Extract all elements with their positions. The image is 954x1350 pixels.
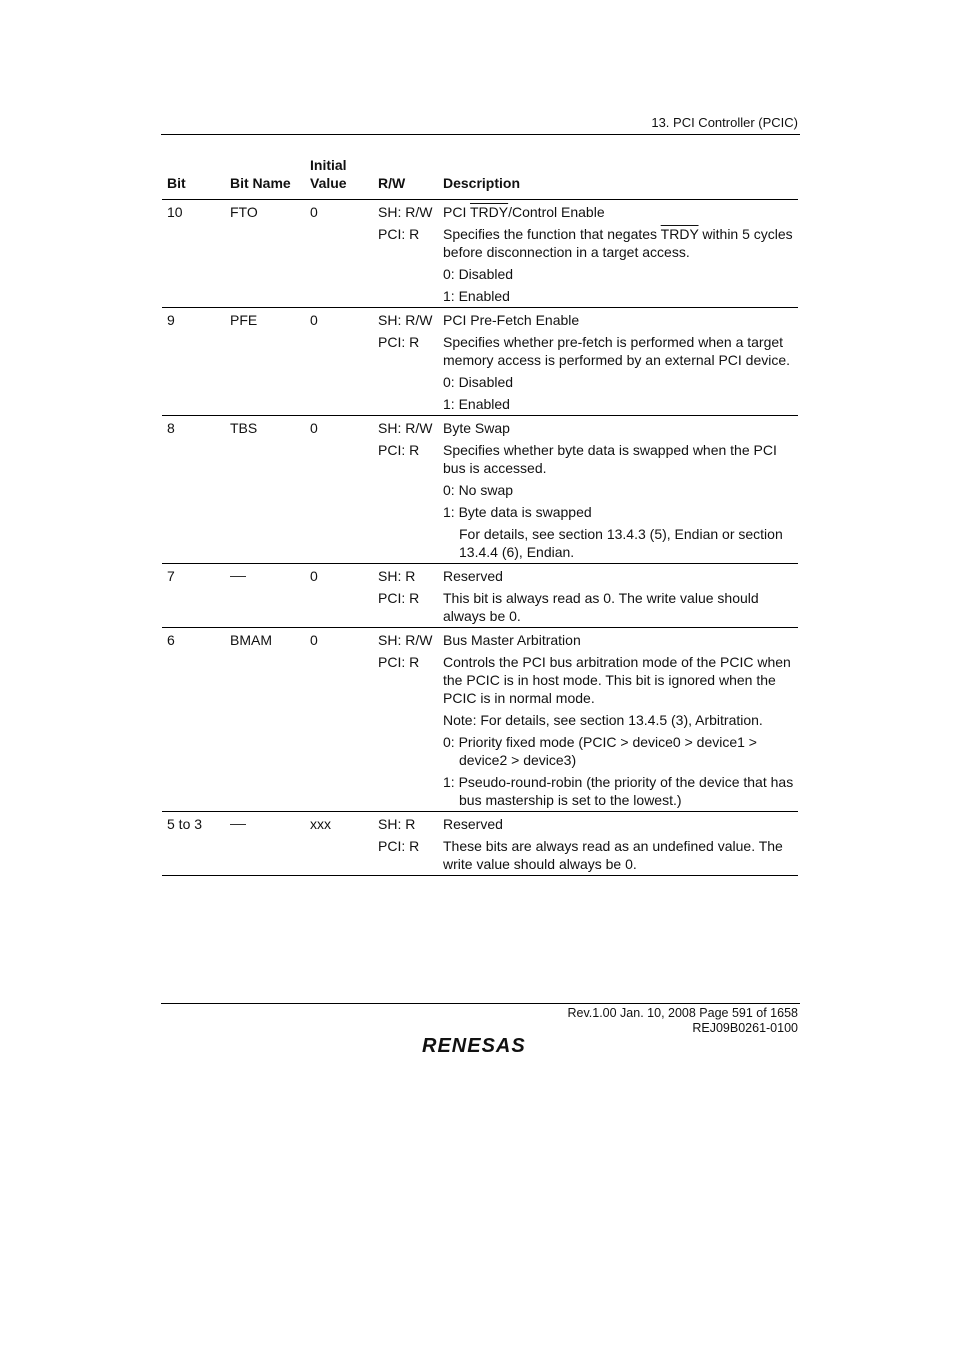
dash-mark xyxy=(230,576,246,577)
footer-rule xyxy=(161,1003,800,1004)
table-row xyxy=(162,200,798,308)
bit-cell: 5 to 3 xyxy=(167,816,203,832)
description-title: PCI TRDY/Control Enable xyxy=(443,204,605,220)
bit-cell: 6 xyxy=(167,632,175,648)
description-title: Byte Swap xyxy=(443,420,510,436)
option-1: 1: Enabled xyxy=(443,396,510,412)
option-1: 1: Byte data is swapped xyxy=(443,504,592,520)
rw-pci-cell: PCI: R xyxy=(378,226,420,242)
bit-cell: 9 xyxy=(167,312,175,328)
header-initial-line1: Initial xyxy=(310,157,347,173)
description-text: Specifies whether byte data is swapped when the PCI bus is accessed. xyxy=(443,442,777,476)
header-initial-value xyxy=(306,156,374,192)
option-1: 1: Pseudo-round-robin (the priority of the device that has bus mastership is set to the lowest.) xyxy=(443,774,794,808)
bit-name-cell xyxy=(230,813,306,835)
rw-sh-cell: SH: R/W xyxy=(378,204,433,220)
initial-value-cell: xxx xyxy=(310,816,331,832)
initial-value-cell: 0 xyxy=(310,632,318,648)
table-row xyxy=(162,628,798,812)
description-note: Note: For details, see section 13.4.5 (3), Arbitration. xyxy=(443,712,763,728)
table-row xyxy=(162,416,798,564)
initial-value-cell: 0 xyxy=(310,204,318,220)
trdy-signal: TRDY xyxy=(660,226,699,242)
description-title: Bus Master Arbitration xyxy=(443,632,581,648)
rw-pci-cell: PCI: R xyxy=(378,590,420,606)
renesas-logo xyxy=(420,1030,542,1058)
table-row xyxy=(162,812,798,876)
rw-sh-cell: SH: R/W xyxy=(378,312,433,328)
option-1: 1: Enabled xyxy=(443,288,510,304)
rw-pci-cell: PCI: R xyxy=(378,334,420,350)
rw-sh-cell: SH: R xyxy=(378,816,416,832)
option-0: 0: Disabled xyxy=(443,266,514,282)
bit-name-cell: FTO xyxy=(230,204,258,220)
description-text: Specifies whether pre-fetch is performed when a target memory access is performed by an external PCI device. xyxy=(443,334,791,368)
rw-sh-cell: SH: R/W xyxy=(378,420,433,436)
description-text: Specifies the function that negates TRDY within 5 cycles before disconnection in a target access. xyxy=(443,226,793,260)
footer-revision: Rev.1.00 Jan. 10, 2008 Page 591 of 1658 xyxy=(567,1006,798,1020)
header-rule xyxy=(161,134,800,135)
rw-pci-cell: PCI: R xyxy=(378,838,420,854)
description-text: This bit is always read as 0. The write value should always be 0. xyxy=(443,590,759,624)
initial-value-cell: 0 xyxy=(310,312,318,328)
register-bit-table xyxy=(162,158,798,876)
header-bit: Bit xyxy=(167,175,186,191)
initial-value-cell: 0 xyxy=(310,568,318,584)
table-row xyxy=(162,308,798,416)
bit-name-cell: TBS xyxy=(230,420,258,436)
rw-pci-cell: PCI: R xyxy=(378,654,420,670)
dash-mark xyxy=(230,824,246,825)
header-rw: R/W xyxy=(378,175,406,191)
rw-pci-cell: PCI: R xyxy=(378,442,420,458)
option-0: 0: Disabled xyxy=(443,374,514,390)
footer-document-number: REJ09B0261-0100 xyxy=(692,1021,798,1035)
bit-cell: 10 xyxy=(167,204,183,220)
rw-sh-cell: SH: R xyxy=(378,568,416,584)
running-header: 13. PCI Controller (PCIC) xyxy=(651,115,798,130)
header-initial-line2: Value xyxy=(310,175,347,191)
description-text: Controls the PCI bus arbitration mode of the PCIC when the PCIC is in host mode. This bit is ignored when the PCIC is in normal mode. xyxy=(443,654,791,706)
rw-sh-cell: SH: R/W xyxy=(378,632,433,648)
bit-name-cell: PFE xyxy=(230,312,258,328)
header-bit-name: Bit Name xyxy=(230,175,291,191)
header-description: Description xyxy=(443,175,521,191)
description-title: Reserved xyxy=(443,568,503,584)
trdy-signal: TRDY xyxy=(469,204,509,220)
bit-name-cell xyxy=(230,565,306,587)
bit-cell: 7 xyxy=(167,568,175,584)
description-title: Reserved xyxy=(443,816,503,832)
bit-cell: 8 xyxy=(167,420,175,436)
option-0: 0: No swap xyxy=(443,482,514,498)
table-header-row xyxy=(162,158,798,200)
initial-value-cell: 0 xyxy=(310,420,318,436)
renesas-logo-text: RENESAS xyxy=(422,1035,526,1057)
table-row xyxy=(162,564,798,628)
option-0: 0: Priority fixed mode (PCIC > device0 > device1 > device2 > device3) xyxy=(443,734,757,768)
description-title: PCI Pre-Fetch Enable xyxy=(443,312,580,328)
description-text: These bits are always read as an undefined value. The write value should always be 0. xyxy=(443,838,783,872)
bit-name-cell: BMAM xyxy=(230,632,272,648)
description-note: For details, see section 13.4.3 (5), Endian or section 13.4.4 (6), Endian. xyxy=(459,526,783,560)
